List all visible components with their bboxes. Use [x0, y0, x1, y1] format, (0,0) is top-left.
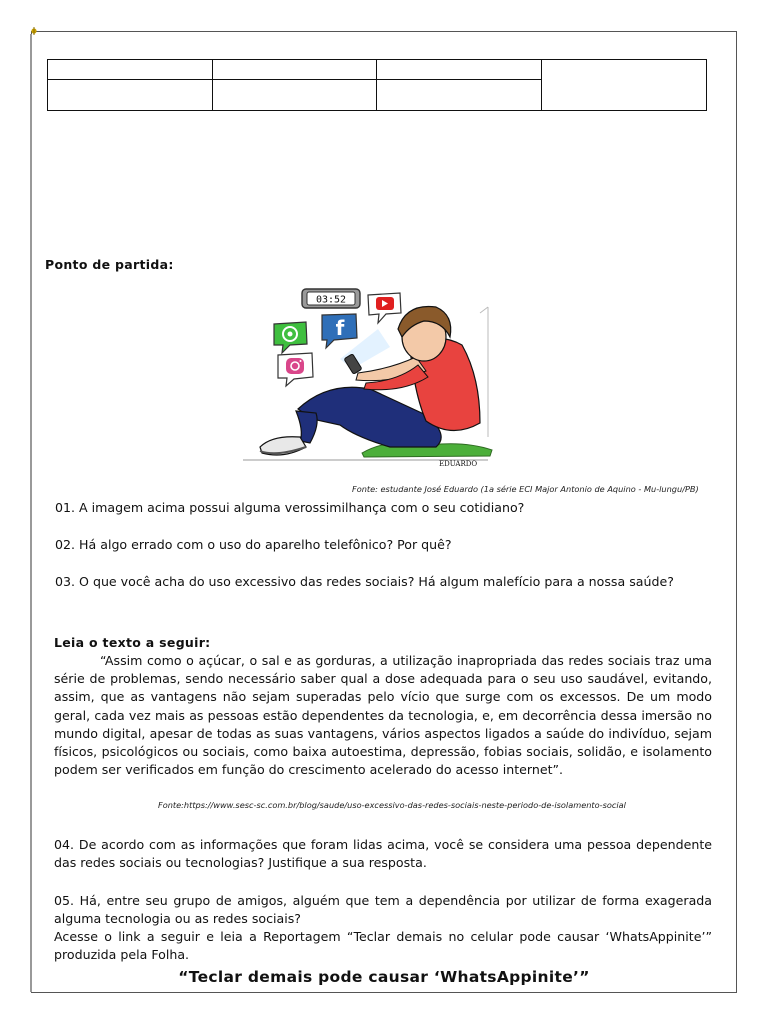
header-cell[interactable] [377, 80, 542, 111]
facebook-icon [322, 314, 357, 348]
anchor-mark-icon [30, 27, 38, 35]
artist-signature: EDUARDO [439, 460, 478, 468]
svg-text:f: f [335, 316, 345, 340]
question-4: 04. De acordo com as informações que foram lidas acima, você se considera uma pessoa dependente das redes sociais ou tecnologias? Justifique a sua resposta. [54, 837, 712, 870]
image-caption: Fonte: estudante José Eduardo (1a série ECI Major Antonio de Aquino - Mu-lungu/PB) [352, 484, 699, 494]
whatsapp-icon [274, 322, 307, 353]
youtube-icon [368, 293, 401, 323]
question-1: 01. A imagem acima possui alguma verossimilhança com o seu cotidiano? [55, 500, 525, 515]
header-cell[interactable] [377, 60, 542, 80]
header-cell[interactable] [213, 60, 377, 80]
instruction-text: Acesse o link a seguir e leia a Reportagem “Teclar demais no celular pode causar ‘WhatsAppinite’” produzida pela Folha. [54, 929, 712, 962]
question-2: 02. Há algo errado com o uso do aparelho telefônico? Por quê? [55, 537, 452, 552]
header-cell[interactable] [48, 60, 213, 80]
quote-paragraph: “Assim como o açúcar, o sal e as gorduras, a utilização inapropriada das redes sociais traz uma série de problemas, sendo necessário saber qual a dose adequada para o seu uso saudável, evitando, assim, que as vantagens não sejam superadas pelo vício que surge com os excessos. De um modo geral, cada vez mais as pessoas estão dependentes da tecnologia, e, em decorrência dessa imersão no mundo digital, apesar de todas as suas vantagens, vários aspectos ligados a saúde do indivíduo, sejam físicos, psicológicos ou sociais, como baixa autoestima, depressão, fobias sociais, solidão, e isolamento podem ser verificados em função do crescimento acelerado do acesso internet”. [54, 653, 712, 778]
quoted-text [54, 652, 712, 779]
header-cell[interactable] [48, 80, 213, 111]
section-heading: Ponto de partida: [45, 257, 174, 272]
instagram-icon [278, 353, 313, 386]
question-3: 03. O que você acha do uso excessivo das redes sociais? Há algum malefício para a nossa saúde? [55, 574, 674, 589]
clock-icon [302, 289, 360, 308]
teen-with-phone-illustration [240, 285, 502, 471]
question-4-block [54, 836, 712, 872]
reading-heading: Leia o texto a seguir: [54, 635, 211, 650]
header-table [47, 59, 707, 111]
question-5: 05. Há, entre seu grupo de amigos, alguém que tem a dependência por utilizar de forma exagerada alguma tecnologia ou as redes sociais? [54, 893, 712, 926]
quote-source: Fonte:https://www.sesc-sc.com.br/blog/saude/uso-excessivo-das-redes-sociais-neste-periodo-de-isolamento-social [158, 800, 626, 810]
header-cell[interactable] [213, 80, 377, 111]
svg-text:03:52: 03:52 [315, 294, 347, 306]
article-title: “Teclar demais pode causar ‘WhatsAppinite’” [178, 968, 590, 986]
header-cell-tall[interactable] [542, 60, 707, 111]
question-5-block [54, 892, 712, 964]
